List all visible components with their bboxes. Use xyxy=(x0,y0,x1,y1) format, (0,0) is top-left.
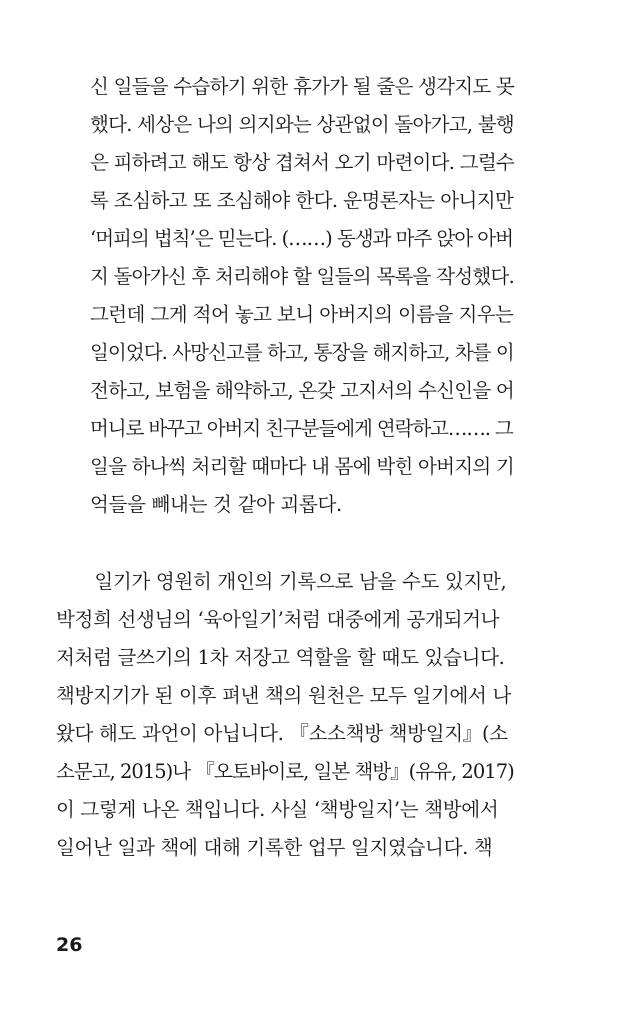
quote-line: 전하고, 보험을 해약하고, 온갖 고지서의 수신인을 어 xyxy=(90,379,515,402)
body-line: 박정희 선생님의 ‘육아일기’처럼 대중에게 공개되거나 xyxy=(56,608,500,631)
quote-line: 은 피하려고 해도 항상 겹쳐서 오기 마련이다. 그럴수 xyxy=(90,151,515,174)
quote-line: 억들을 빼내는 것 같아 괴롭다. xyxy=(90,493,342,516)
body-line: 일기가 영원히 개인의 기록으로 남을 수도 있지만, xyxy=(56,570,507,593)
quote-line: 신 일들을 수습하기 위한 휴가가 될 줄은 생각지도 못 xyxy=(90,75,515,98)
quote-line: 머니로 바꾸고 아버지 친구분들에게 연락하고……. 그 xyxy=(90,417,513,440)
body-line: 왔다 해도 과언이 아닙니다. 『소소책방 책방일지』(소 xyxy=(56,722,508,745)
quote-line: 했다. 세상은 나의 의지와는 상관없이 돌아가고, 불행 xyxy=(90,113,515,136)
body-line: 소문고, 2015)나 『오토바이로, 일본 책방』(유유, 2017) xyxy=(56,760,514,783)
page-number: 26 xyxy=(56,934,83,956)
quote-line: 록 조심하고 또 조심해야 한다. 운명론자는 아니지만 xyxy=(90,189,514,212)
body-line: 이 그렇게 나온 책입니다. 사실 ‘책방일지’는 책방에서 xyxy=(56,798,499,821)
quote-line: 그런데 그게 적어 놓고 보니 아버지의 이름을 지우는 xyxy=(90,303,514,326)
quote-line: ‘머피의 법칙’은 믿는다. (……) 동생과 마주 앉아 아버 xyxy=(90,227,513,250)
quote-line: 일이었다. 사망신고를 하고, 통장을 해지하고, 차를 이 xyxy=(90,341,514,364)
body-line: 책방지기가 된 이후 펴낸 책의 원천은 모두 일기에서 나 xyxy=(56,684,512,707)
quote-line: 지 돌아가신 후 처리해야 할 일들의 목록을 작성했다. xyxy=(90,265,515,288)
body-line: 저처럼 글쓰기의 1차 저장고 역할을 할 때도 있습니다. xyxy=(56,646,505,669)
body-line: 일어난 일과 책에 대해 기록한 업무 일지였습니다. 책 xyxy=(56,836,493,859)
quote-line: 일을 하나씩 처리할 때마다 내 몸에 박힌 아버지의 기 xyxy=(90,455,515,478)
